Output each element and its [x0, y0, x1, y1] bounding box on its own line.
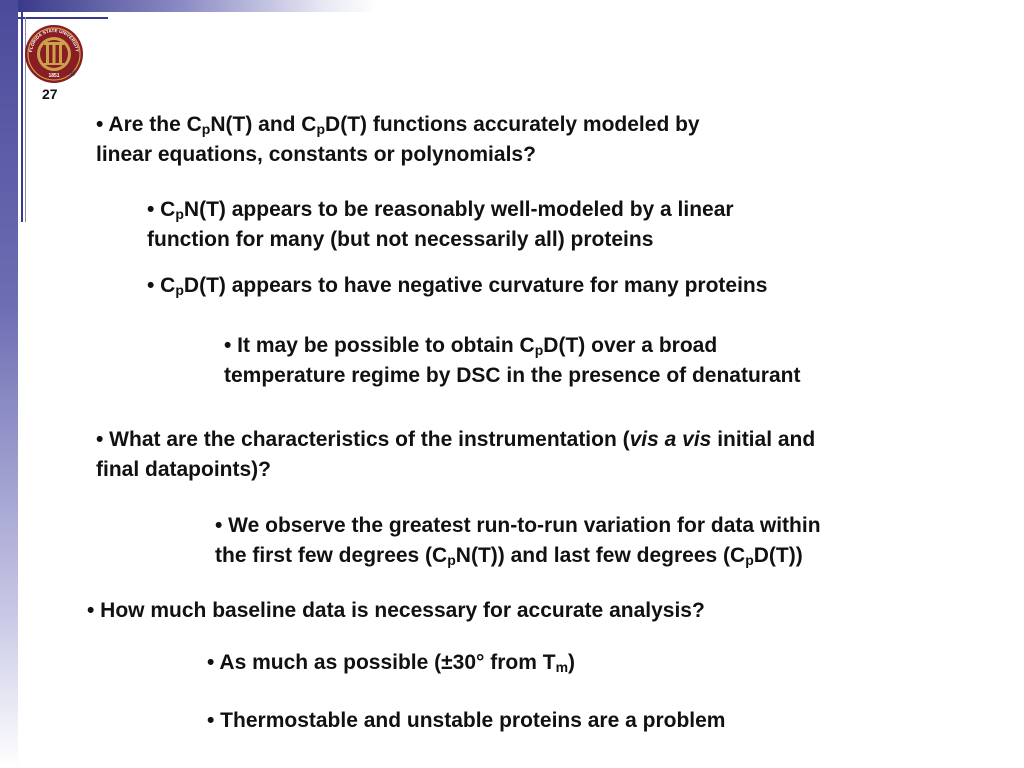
bullet-item: • As much as possible (±30° from $T_m$) [207, 651, 576, 675]
top-gradient-bar [18, 0, 378, 12]
bullet-item: • Thermostable and unstable proteins are a problem [207, 709, 726, 732]
bullet-item: • Are the $C_pN(T)$ and $C_pD(T)$ functions accurately modeled by linear equations, constants or polynomials? [96, 113, 700, 166]
vertical-rule [21, 12, 23, 222]
bullet-item: • $C_pN(T)$ appears to be reasonably well-modeled by a linear function for many (but not necessarily all) proteins [147, 198, 734, 251]
seal-text: FLORIDA STATE UNIVERSITY [28, 27, 80, 53]
bullet-item: • How much baseline data is necessary for accurate analysis? [87, 599, 705, 622]
registered-mark: ® [69, 68, 76, 78]
sidebar-gradient [0, 0, 18, 768]
bullet-item: • $C_pD(T)$ appears to have negative curvature for many proteins [147, 274, 768, 298]
bullet-item: • It may be possible to obtain $C_pD(T)$ over a broad temperature regime by DSC in the presence of denaturant [224, 334, 801, 387]
bullet-item: • We observe the greatest run-to-run variation for data within the first few degrees $(C_pN(T))$ and last few degrees $(C_pD(T))$ [215, 514, 821, 568]
bullet-item: • What are the characteristics of the instrumentation (vis a vis initial and final datapoints)? [96, 428, 816, 481]
top-rule [18, 17, 108, 19]
seal-year: 1851 [48, 73, 60, 79]
page-number: 27 [42, 86, 58, 102]
